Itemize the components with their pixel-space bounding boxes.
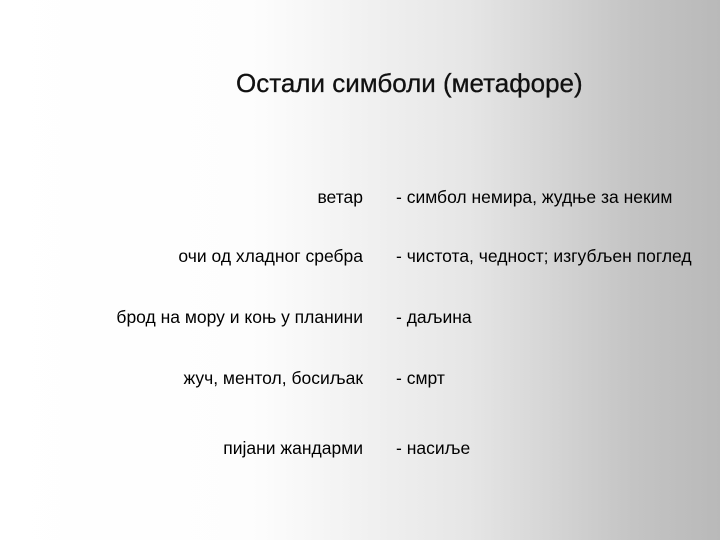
symbol-term: очи од хладног сребра [178,246,363,266]
symbol-meaning: - насиље [396,438,471,458]
symbol-meaning: - симбол немира, жудње за неким [396,187,673,207]
symbol-term: жуч, ментол, босиљак [183,368,363,388]
slide-title: Остали симболи (метафоре) [236,68,583,98]
symbol-term: брод на мору и коњ у планини [116,307,363,327]
symbol-term: пијани жандарми [223,438,363,458]
symbol-meaning: - чистота, чедност; изгубљен поглед [396,246,692,266]
symbol-term: ветар [317,187,363,207]
symbol-meaning: - смрт [396,368,445,388]
symbol-meaning: - даљина [396,307,472,327]
